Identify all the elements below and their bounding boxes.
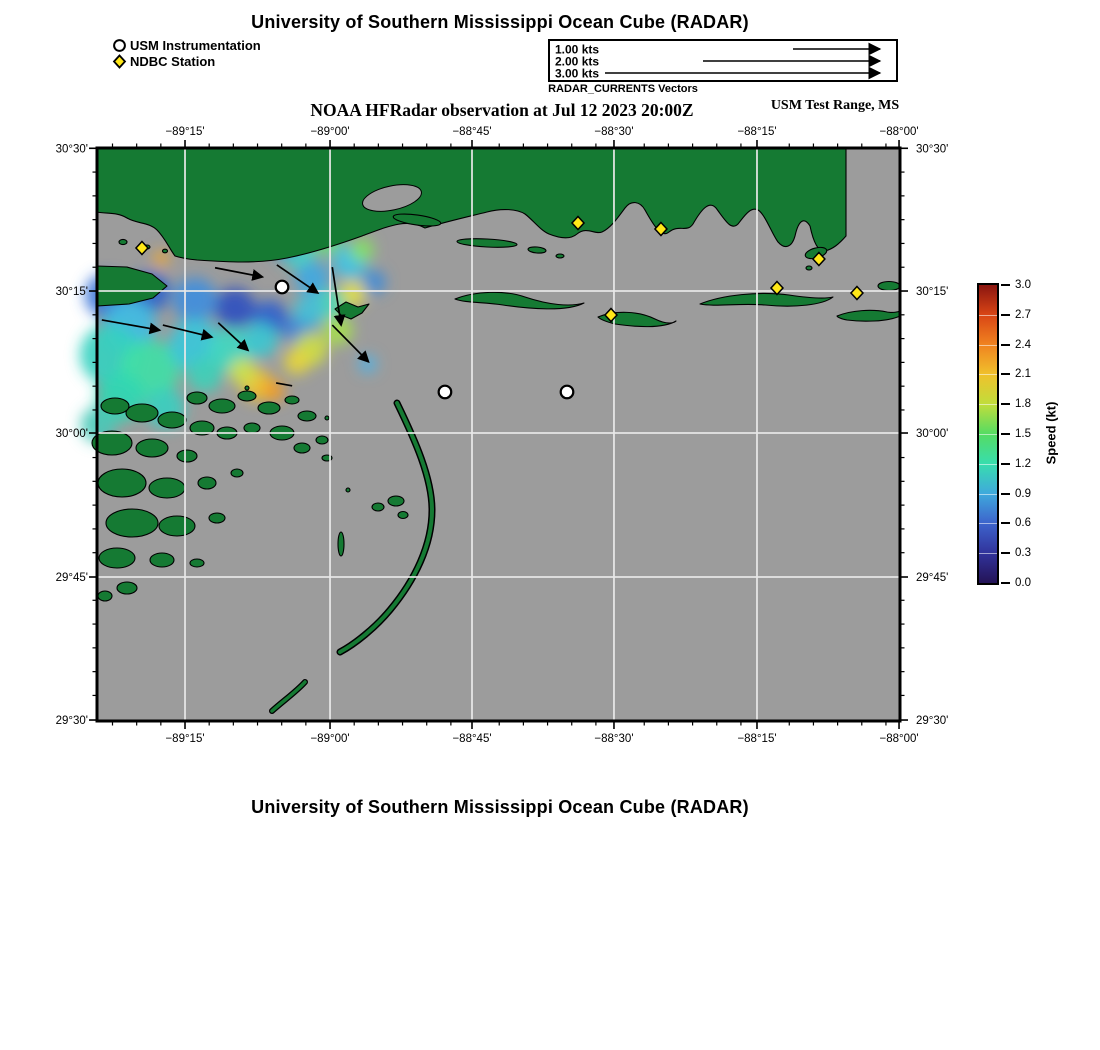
speed-field-patch bbox=[294, 294, 326, 326]
lon-tick-label-top: −89°00' bbox=[310, 126, 350, 138]
colorbar-tick-label: 2.4 bbox=[1015, 338, 1031, 351]
legend-item-ndbc bbox=[112, 53, 261, 69]
chandeleur-islet bbox=[338, 532, 344, 556]
colorbar-tick-label: 0.0 bbox=[1015, 577, 1031, 589]
colorbar-tick bbox=[1001, 493, 1010, 495]
lon-tick-label-top: −88°15' bbox=[737, 126, 777, 138]
colorbar-gridline bbox=[979, 494, 997, 495]
lat-tick-label-left: 29°30' bbox=[55, 715, 88, 728]
lon-tick-label-bottom: −88°15' bbox=[737, 733, 777, 745]
colorbar-title: Speed (kt) bbox=[1043, 401, 1059, 465]
usm-circle-icon bbox=[112, 38, 127, 53]
lon-tick-label-top: −88°00' bbox=[879, 126, 919, 138]
dauphin-island bbox=[878, 282, 900, 291]
colorbar-tick-label: 0.9 bbox=[1015, 487, 1031, 500]
speed-field-patch bbox=[242, 322, 278, 358]
lat-tick-label-right: 30°00' bbox=[916, 428, 949, 441]
colorbar-gridline bbox=[979, 404, 997, 405]
lat-tick-label-right: 30°30' bbox=[916, 143, 949, 156]
speed-field-patch bbox=[359, 355, 377, 373]
colorbar-gridline bbox=[979, 434, 997, 435]
colorbar-tick bbox=[1001, 522, 1010, 524]
colorbar-gridline bbox=[979, 315, 997, 316]
colorbar-tick bbox=[1001, 552, 1010, 554]
colorbar-tick-label: 3.0 bbox=[1015, 279, 1031, 291]
lon-tick-label-bottom: −89°15' bbox=[165, 733, 205, 745]
speed-field-patch bbox=[173, 278, 217, 322]
usm-instrumentation-marker bbox=[439, 386, 452, 399]
legend-item-usm bbox=[112, 37, 261, 53]
fort-morgan-islet bbox=[806, 266, 812, 270]
chandeleur-islet bbox=[398, 512, 408, 519]
colorbar-tick-label: 0.6 bbox=[1015, 517, 1031, 530]
colorbar-tick-label: 0.3 bbox=[1015, 547, 1031, 560]
lon-tick-label-bottom: −88°30' bbox=[594, 733, 634, 745]
inlet-islet bbox=[119, 239, 127, 244]
ndbc-diamond-icon bbox=[112, 54, 127, 69]
speed-field-patch bbox=[229, 358, 257, 386]
colorbar-gridline bbox=[979, 523, 997, 524]
colorbar-tick bbox=[1001, 344, 1010, 346]
colorbar-gridline bbox=[979, 464, 997, 465]
speed-field-patch bbox=[215, 288, 255, 328]
range-label: USM Test Range, MS bbox=[770, 98, 900, 113]
legend-label-ndbc: NDBC Station bbox=[130, 53, 216, 69]
map-area bbox=[55, 126, 949, 745]
lon-tick-label-bottom: −89°00' bbox=[310, 733, 350, 745]
lat-tick-label-left: 30°15' bbox=[55, 286, 88, 299]
observation-subtitle: NOAA HFRadar observation at Jul 12 2023 20:00Z bbox=[310, 100, 694, 120]
vector-scale-box bbox=[548, 39, 898, 82]
map-canvas bbox=[55, 126, 949, 745]
vector-scale-caption: RADAR_CURRENTS Vectors bbox=[548, 83, 698, 95]
vector-scale-arrows bbox=[550, 41, 896, 80]
usm-instrumentation-marker bbox=[276, 281, 289, 294]
colorbar-tick bbox=[1001, 463, 1010, 465]
lat-tick-label-right: 29°30' bbox=[916, 715, 949, 728]
scale-arrow-label: 3.00 kts bbox=[555, 66, 600, 80]
lon-tick-label-top: −88°30' bbox=[594, 126, 634, 138]
lat-tick-label-right: 29°45' bbox=[916, 572, 949, 585]
lon-tick-label-bottom: −88°00' bbox=[879, 733, 919, 745]
inlet-islet bbox=[163, 249, 168, 253]
colorbar-tick bbox=[1001, 582, 1010, 584]
lat-tick-label-left: 30°00' bbox=[55, 428, 88, 441]
legend bbox=[112, 37, 261, 69]
colorbar-tick bbox=[1001, 433, 1010, 435]
legend-label-usm: USM Instrumentation bbox=[130, 37, 261, 53]
colorbar-tick bbox=[1001, 373, 1010, 375]
bottom-title: University of Southern Mississippi Ocean Cube (RADAR) bbox=[251, 797, 749, 817]
colorbar-gridline bbox=[979, 374, 997, 375]
chandeleur-islet bbox=[388, 496, 404, 506]
colorbar-tick-label: 1.2 bbox=[1015, 457, 1031, 470]
colorbar-gridline bbox=[979, 553, 997, 554]
usm-instrumentation-marker bbox=[561, 386, 574, 399]
colorbar-gridline bbox=[979, 345, 997, 346]
page-title: University of Southern Mississippi Ocean Cube (RADAR) bbox=[251, 12, 749, 32]
speed-field-patch bbox=[350, 238, 374, 262]
speed-field-patch bbox=[284, 349, 310, 375]
lon-tick-label-bottom: −88°45' bbox=[452, 733, 492, 745]
colorbar-frame bbox=[977, 283, 999, 585]
colorbar-tick bbox=[1001, 284, 1010, 286]
lat-tick-label-right: 30°15' bbox=[916, 286, 949, 299]
colorbar-tick bbox=[1001, 314, 1010, 316]
coastal-islet bbox=[556, 254, 564, 258]
colorbar-tick-label: 2.1 bbox=[1015, 368, 1031, 381]
speed-field-patch bbox=[187, 357, 223, 393]
chandeleur-islet bbox=[372, 503, 384, 511]
colorbar-gradient bbox=[979, 285, 997, 583]
colorbar-tick-label: 1.8 bbox=[1015, 398, 1031, 411]
colorbar-tick-label: 2.7 bbox=[1015, 308, 1031, 321]
lon-tick-label-top: −88°45' bbox=[452, 126, 492, 138]
scale-arrow-label: 1.00 kts bbox=[555, 42, 600, 57]
lat-tick-label-left: 30°30' bbox=[55, 143, 88, 156]
lon-tick-label-top: −89°15' bbox=[165, 126, 205, 138]
colorbar-tick bbox=[1001, 403, 1010, 405]
colorbar-tick-label: 1.5 bbox=[1015, 428, 1031, 440]
lat-tick-label-left: 29°45' bbox=[55, 572, 88, 585]
scale-arrow-label: 2.00 kts bbox=[555, 54, 600, 69]
